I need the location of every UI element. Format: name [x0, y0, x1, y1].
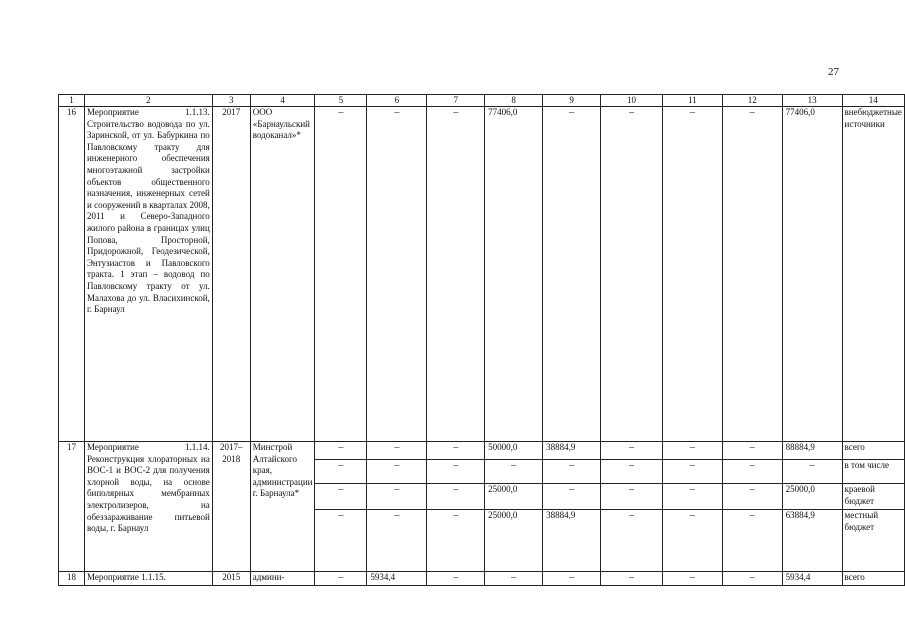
header-cell: 10	[601, 95, 663, 107]
value-cell: –	[722, 572, 782, 586]
value-cell: –	[722, 107, 782, 442]
table-row	[59, 572, 905, 586]
header-cell: 6	[367, 95, 427, 107]
value-cell: –	[315, 460, 367, 484]
value-cell: –	[543, 107, 601, 442]
value-cell: –	[662, 484, 722, 510]
header-cell: 3	[212, 95, 250, 107]
header-cell: 13	[782, 95, 842, 107]
page-number: 27	[828, 66, 839, 78]
row-number: 16	[59, 107, 85, 442]
value-cell: –	[722, 442, 782, 460]
value-cell: –	[662, 460, 722, 484]
measure-description: Мероприятие 1.1.13. Строительство водовода по ул. Заринской, от ул. Бабуркина по Павловскому тракту для инженерного обеспечения многоэтажной застройки объектов общественного назначения, инженерных сетей и сооружений в кварталах 2008, 2011 и Северо-Западного жилого района в границах улиц Попова, Просторной, Придорожной, Геодезической, Энтузиастов и Павловского тракта. 1 этап – водовод по Павловскому тракту от ул. Малахова до ул. Власихинской, г. Барнаул	[84, 107, 212, 442]
executor-cell: Минстрой Алтайского края, администрации г. Барнаула*	[250, 442, 315, 572]
value-cell: 38884,9	[543, 442, 601, 460]
total-cell: 77406,0	[782, 107, 842, 442]
value-cell: –	[427, 442, 485, 460]
header-cell: 9	[543, 95, 601, 107]
funding-source: в том числе	[842, 460, 904, 484]
executor-cell: ООО «Барнаульский водоканал»*	[250, 107, 315, 442]
table-row	[59, 442, 905, 460]
value-cell: –	[543, 572, 601, 586]
value-cell: –	[722, 484, 782, 510]
header-cell: 4	[250, 95, 315, 107]
value-cell: –	[601, 107, 663, 442]
value-cell: –	[662, 572, 722, 586]
value-cell: –	[601, 460, 663, 484]
value-cell: –	[427, 107, 485, 442]
header-cell: 14	[842, 95, 904, 107]
value-cell: –	[543, 484, 601, 510]
value-cell: 50000,0	[485, 442, 543, 460]
header-cell: 1	[59, 95, 85, 107]
value-cell: –	[427, 460, 485, 484]
value-cell: –	[367, 510, 427, 572]
value-cell: –	[315, 510, 367, 572]
value-cell: –	[601, 442, 663, 460]
funding-table	[58, 94, 905, 586]
value-cell: –	[315, 107, 367, 442]
value-cell: –	[601, 572, 663, 586]
funding-source: местный бюджет	[842, 510, 904, 572]
value-cell: 77406,0	[485, 107, 543, 442]
value-cell: –	[662, 510, 722, 572]
header-cell: 7	[427, 95, 485, 107]
total-cell: 88884,9	[782, 442, 842, 460]
measure-description: Мероприятие 1.1.14. Реконструкция хлораторных на ВОС-1 и ВОС-2 для получения хлорной воды, на основе биполярных мембранных электролизеров, на обеззараживание питьевой воды, г. Барнаул	[84, 442, 212, 572]
value-cell: 38884,9	[543, 510, 601, 572]
value-cell: –	[367, 484, 427, 510]
total-cell: –	[782, 460, 842, 484]
value-cell: –	[427, 484, 485, 510]
value-cell: –	[543, 460, 601, 484]
value-cell: –	[662, 107, 722, 442]
value-cell: 25000,0	[485, 484, 543, 510]
value-cell: –	[662, 442, 722, 460]
value-cell: –	[427, 510, 485, 572]
header-row	[59, 95, 905, 107]
funding-source: всего	[842, 572, 904, 586]
funding-source: краевой бюджет	[842, 484, 904, 510]
value-cell: –	[315, 442, 367, 460]
row-number: 18	[59, 572, 85, 586]
value-cell: –	[601, 510, 663, 572]
total-cell: 5934,4	[782, 572, 842, 586]
value-cell: 25000,0	[485, 510, 543, 572]
value-cell: –	[367, 107, 427, 442]
value-cell: –	[315, 484, 367, 510]
value-cell: –	[485, 572, 543, 586]
row-number: 17	[59, 442, 85, 572]
value-cell: –	[601, 484, 663, 510]
value-cell: –	[427, 572, 485, 586]
value-cell: –	[367, 442, 427, 460]
executor-cell: админи-	[250, 572, 315, 586]
header-cell: 2	[84, 95, 212, 107]
years-cell: 2017–2018	[212, 442, 250, 572]
total-cell: 25000,0	[782, 484, 842, 510]
years-cell: 2015	[212, 572, 250, 586]
value-cell: –	[485, 460, 543, 484]
measure-description: Мероприятие 1.1.15.	[84, 572, 212, 586]
funding-source: внебюджетные источники	[842, 107, 904, 442]
years-cell: 2017	[212, 107, 250, 442]
header-cell: 11	[662, 95, 722, 107]
value-cell: –	[722, 510, 782, 572]
value-cell: –	[367, 460, 427, 484]
header-cell: 12	[722, 95, 782, 107]
header-cell: 5	[315, 95, 367, 107]
table-row	[59, 107, 905, 442]
total-cell: 63884,9	[782, 510, 842, 572]
value-cell: –	[722, 460, 782, 484]
header-cell: 8	[485, 95, 543, 107]
value-cell: 5934,4	[367, 572, 427, 586]
value-cell: –	[315, 572, 367, 586]
funding-source: всего	[842, 442, 904, 460]
